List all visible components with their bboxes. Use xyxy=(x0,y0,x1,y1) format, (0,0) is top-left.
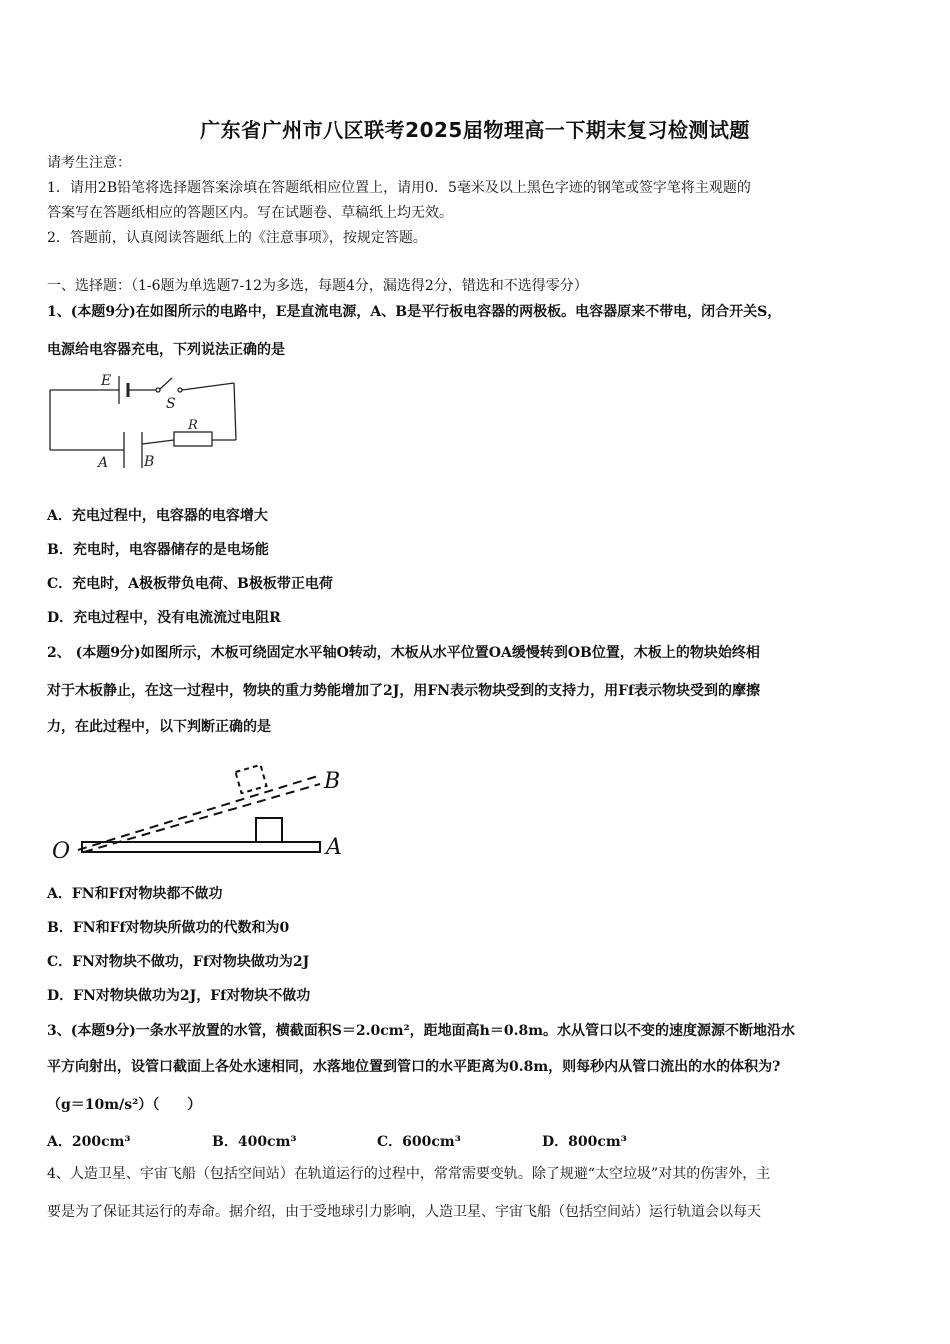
q2-option-b: B．FN和Ff对物块所做功的代数和为0 xyxy=(47,920,290,936)
exam-title: 广东省广州市八区联考2025届物理高一下期末复习检测试题 xyxy=(200,118,750,142)
label-R: R xyxy=(188,418,198,433)
notice-heading: 请考生注意： xyxy=(47,155,131,171)
q4-stem-line-2: 要是为了保证其运行的寿命。据介绍，由于受地球引力影响，人造卫星、宇宙飞船（包括空间站）运行轨道会以每天 xyxy=(47,1204,761,1220)
q2-stem-line-1: 2、 (本题9分)如图所示，木板可绕固定水平轴O转动，木板从水平位置OA缓慢转到OB位置，木板上的物块始终相 xyxy=(47,645,760,661)
q1-option-a: A．充电过程中，电容器的电容增大 xyxy=(47,508,268,524)
label-E: E xyxy=(101,373,112,389)
label-S: S xyxy=(166,396,176,412)
q1-stem-line-2: 电源给电容器充电，下列说法正确的是 xyxy=(47,342,285,358)
label-B: B xyxy=(324,769,341,794)
label-A: A xyxy=(98,455,109,471)
q3-stem-line-3: （g＝10m/s²）（ ） xyxy=(47,1097,202,1113)
section-heading: 一、选择题：（1-6题为单选题7-12为多选，每题4分，漏选得2分，错选和不选得零分） xyxy=(47,278,588,294)
q2-option-a: A．FN和Ff对物块都不做功 xyxy=(47,886,223,902)
q1-stem-line-1: 1、(本题9分)在如图所示的电路中，E是直流电源，A、B是平行板电容器的两极板。电容器原来不带电，闭合开关S， xyxy=(47,304,782,320)
label-B: B xyxy=(144,454,155,470)
q3-option-b: B．400cm³ xyxy=(212,1134,297,1150)
notice-line-1: 1．请用2B铅笔将选择题答案涂填在答题纸相应位置上，请用0．5毫米及以上黑色字迹的钢笔或签字笔将主观题的 xyxy=(47,180,751,196)
q3-stem-line-2: 平方向射出，设管口截面上各处水速相同，水落地位置到管口的水平距离为0.8m，则每秒内从管口流出的水的体积为? xyxy=(47,1059,781,1075)
circuit-diagram xyxy=(44,368,244,476)
label-O: O xyxy=(52,839,71,862)
notice-line-3: 2．答题前，认真阅读答题纸上的《注意事项》，按规定答题。 xyxy=(47,230,427,246)
q1-option-c: C．充电时，A极板带负电荷、B极板带正电荷 xyxy=(47,576,333,592)
q4-stem-line-1: 4、人造卫星、宇宙飞船（包括空间站）在轨道运行的过程中，常常需要变轨。除了规避“太空垃圾”对其的伤害外，主 xyxy=(47,1166,771,1182)
notice-line-2: 答案写在答题纸相应的答题区内。写在试题卷、草稿纸上均无效。 xyxy=(47,205,453,221)
board-diagram xyxy=(48,758,358,862)
q3-option-a: A．200cm³ xyxy=(47,1134,131,1150)
q1-option-b: B．充电时，电容器储存的是电场能 xyxy=(47,542,269,558)
q3-option-d: D．800cm³ xyxy=(542,1134,627,1150)
q3-option-c: C．600cm³ xyxy=(377,1134,461,1150)
label-A: A xyxy=(326,835,342,860)
q2-stem-line-3: 力，在此过程中，以下判断正确的是 xyxy=(47,719,271,735)
q2-option-c: C．FN对物块不做功，Ff对物块做功为2J xyxy=(47,954,310,970)
q1-option-d: D．充电过程中，没有电流流过电阻R xyxy=(47,610,281,626)
q2-stem-line-2: 对于木板静止，在这一过程中，物块的重力势能增加了2J，用FN表示物块受到的支持力，用Ff表示物块受到的摩擦 xyxy=(47,683,761,699)
q2-option-d: D．FN对物块做功为2J，Ff对物块不做功 xyxy=(47,988,311,1004)
q3-stem-line-1: 3、(本题9分)一条水平放置的水管，横截面积S＝2.0cm²，距地面高h＝0.8m。水从管口以不变的速度源源不断地沿水 xyxy=(47,1023,796,1039)
